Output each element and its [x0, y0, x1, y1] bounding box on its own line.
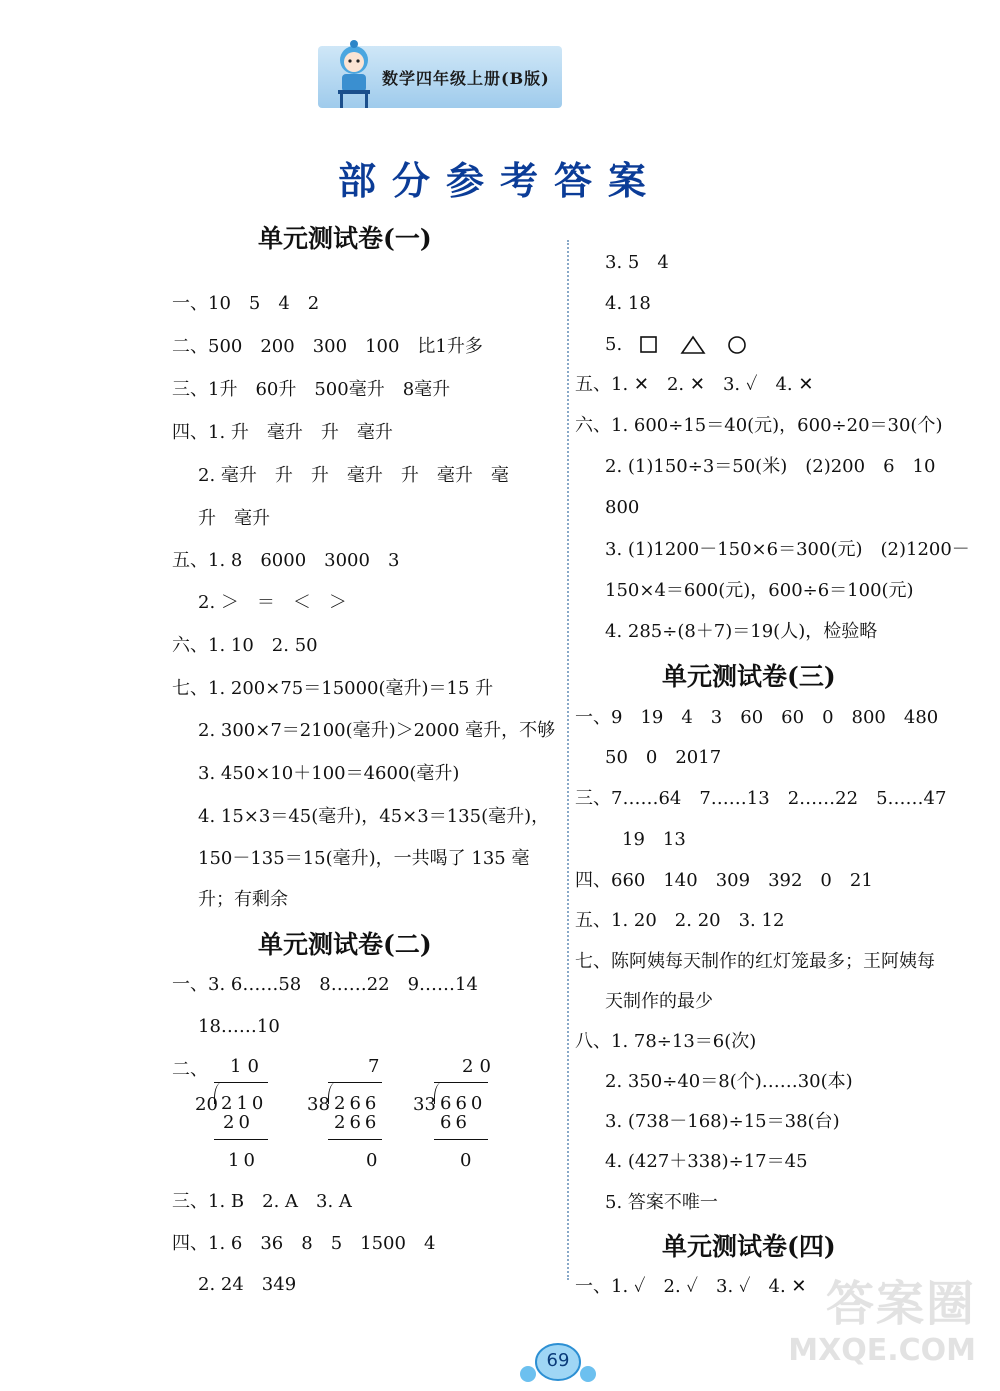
answer-line: 19 13	[622, 829, 686, 850]
answer-line: 四、1. 升 毫升 升 毫升	[172, 422, 393, 443]
test2-title: 单元测试卷(二)	[258, 930, 432, 959]
answer-line: 六、1. 600÷15＝40(元)，600÷20＝30(个)	[575, 415, 943, 436]
answer-line: 4. 18	[605, 293, 651, 314]
divisor: 20	[195, 1094, 218, 1115]
divisor: 38	[307, 1094, 330, 1115]
triangle-icon	[680, 335, 706, 355]
answer-label: 5.	[605, 334, 623, 355]
division-bar	[434, 1082, 488, 1083]
watermark-logo	[788, 1261, 982, 1381]
division-rule	[328, 1139, 382, 1140]
answer-line: 一、9 19 4 3 60 60 0 800 480	[575, 707, 939, 728]
girl-mascot-icon	[326, 38, 382, 110]
answer-line: 二、	[172, 1059, 208, 1080]
answer-line: 4. 285÷(8＋7)＝19(人)，检验略	[605, 621, 878, 642]
answer-line: 150－135＝15(毫升)，一共喝了 135 毫	[198, 848, 530, 869]
answer-line: 四、660 140 309 392 0 21	[575, 870, 873, 891]
watermark-url: MXQE.COM	[788, 1333, 976, 1368]
answer-line: 八、1. 78÷13＝6(次)	[575, 1031, 757, 1052]
quotient: 7	[368, 1056, 380, 1077]
answer-line: 2. 300×7＝2100(毫升)＞2000 毫升，不够	[198, 720, 556, 741]
remainder: 0	[366, 1150, 378, 1171]
book-title: 数学四年级上册(B版)	[382, 69, 550, 88]
answer-line: 4. (427＋338)÷17＝45	[605, 1151, 808, 1172]
test3-title: 单元测试卷(三)	[662, 662, 836, 691]
answer-line: 2. 毫升 升 升 毫升 升 毫升 毫	[198, 465, 509, 486]
dividend: 660	[440, 1093, 487, 1114]
subtraction: 266	[334, 1112, 381, 1133]
circle-icon	[725, 335, 749, 355]
dividend: 210	[221, 1093, 268, 1114]
answer-line: 150×4＝600(元)，600÷6＝100(元)	[605, 580, 914, 601]
division-bar	[328, 1082, 382, 1083]
remainder: 10	[228, 1150, 259, 1171]
remainder: 0	[460, 1150, 472, 1171]
quotient: 10	[230, 1056, 265, 1077]
watermark-text: 答案圈	[825, 1276, 976, 1332]
answer-line: 七、1. 200×75＝15000(毫升)＝15 升	[172, 678, 494, 699]
answer-line: 五、1. ✕ 2. ✕ 3. ✓ 4. ✕	[575, 374, 814, 395]
answer-line: 一、3. 6……58 8……22 9……14	[172, 974, 478, 995]
square-icon	[638, 335, 660, 355]
answer-line: 三、1. B 2. A 3. A	[172, 1191, 352, 1212]
answer-line: 2. 24 349	[198, 1274, 297, 1295]
answer-line: 升；有剩余	[198, 889, 288, 910]
answer-line: 四、1. 6 36 8 5 1500 4	[172, 1233, 436, 1254]
answer-line: 2. 350÷40＝8(个)……30(本)	[605, 1071, 853, 1092]
division-bar	[214, 1082, 268, 1083]
answer-line: 六、1. 10 2. 50	[172, 635, 318, 656]
answer-line: 18……10	[198, 1016, 280, 1037]
answer-line: 2. ＞ ＝ ＜ ＞	[198, 592, 347, 613]
answer-line: 3. 5 4	[605, 252, 669, 273]
answer-line: 3. (738－168)÷15＝38(台)	[605, 1111, 840, 1132]
answer-line: 五、1. 8 6000 3000 3	[172, 550, 400, 571]
subtraction: 20	[223, 1112, 254, 1133]
subtraction: 66	[440, 1112, 471, 1133]
answer-line: 三、7……64 7……13 2……22 5……47	[575, 788, 947, 809]
divisor: 33	[413, 1094, 436, 1115]
answer-line: 七、陈阿姨每天制作的红灯笼最多；王阿姨每	[575, 951, 935, 972]
page-title: 部分参考答案	[337, 159, 662, 203]
quotient: 20	[462, 1056, 497, 1077]
answer-line: 一、10 5 4 2	[172, 293, 320, 314]
answer-line: 800	[605, 497, 640, 518]
answer-line: 3. 450×10＋100＝4600(毫升)	[198, 763, 460, 784]
answer-line: 二、500 200 300 100 比1升多	[172, 336, 483, 357]
answer-line: 三、1升 60升 500毫升 8毫升	[172, 379, 451, 400]
division-rule	[434, 1139, 488, 1140]
column-divider	[567, 240, 569, 1280]
answer-line	[605, 333, 749, 357]
page-number: 69	[546, 1350, 570, 1371]
answer-line: 3. (1)1200－150×6＝300(元) (2)1200－	[605, 539, 970, 560]
test4-title: 单元测试卷(四)	[662, 1232, 836, 1261]
page-number-badge	[518, 1340, 598, 1386]
answer-line: 一、1. ✓ 2. ✓ 3. ✓ 4. ✕	[575, 1276, 807, 1297]
answer-line: 50 0 2017	[605, 747, 722, 768]
answer-line: 4. 15×3＝45(毫升)，45×3＝135(毫升)，	[198, 806, 550, 827]
dividend: 266	[334, 1093, 381, 1114]
answer-line: 五、1. 20 2. 20 3. 12	[575, 910, 785, 931]
test1-title: 单元测试卷(一)	[258, 224, 432, 253]
answer-line: 天制作的最少	[605, 991, 713, 1012]
division-rule	[214, 1139, 268, 1140]
answer-line: 升 毫升	[198, 508, 270, 529]
answer-line: 2. (1)150÷3＝50(米) (2)200 6 10	[605, 456, 936, 477]
answer-line: 5. 答案不唯一	[605, 1192, 718, 1213]
